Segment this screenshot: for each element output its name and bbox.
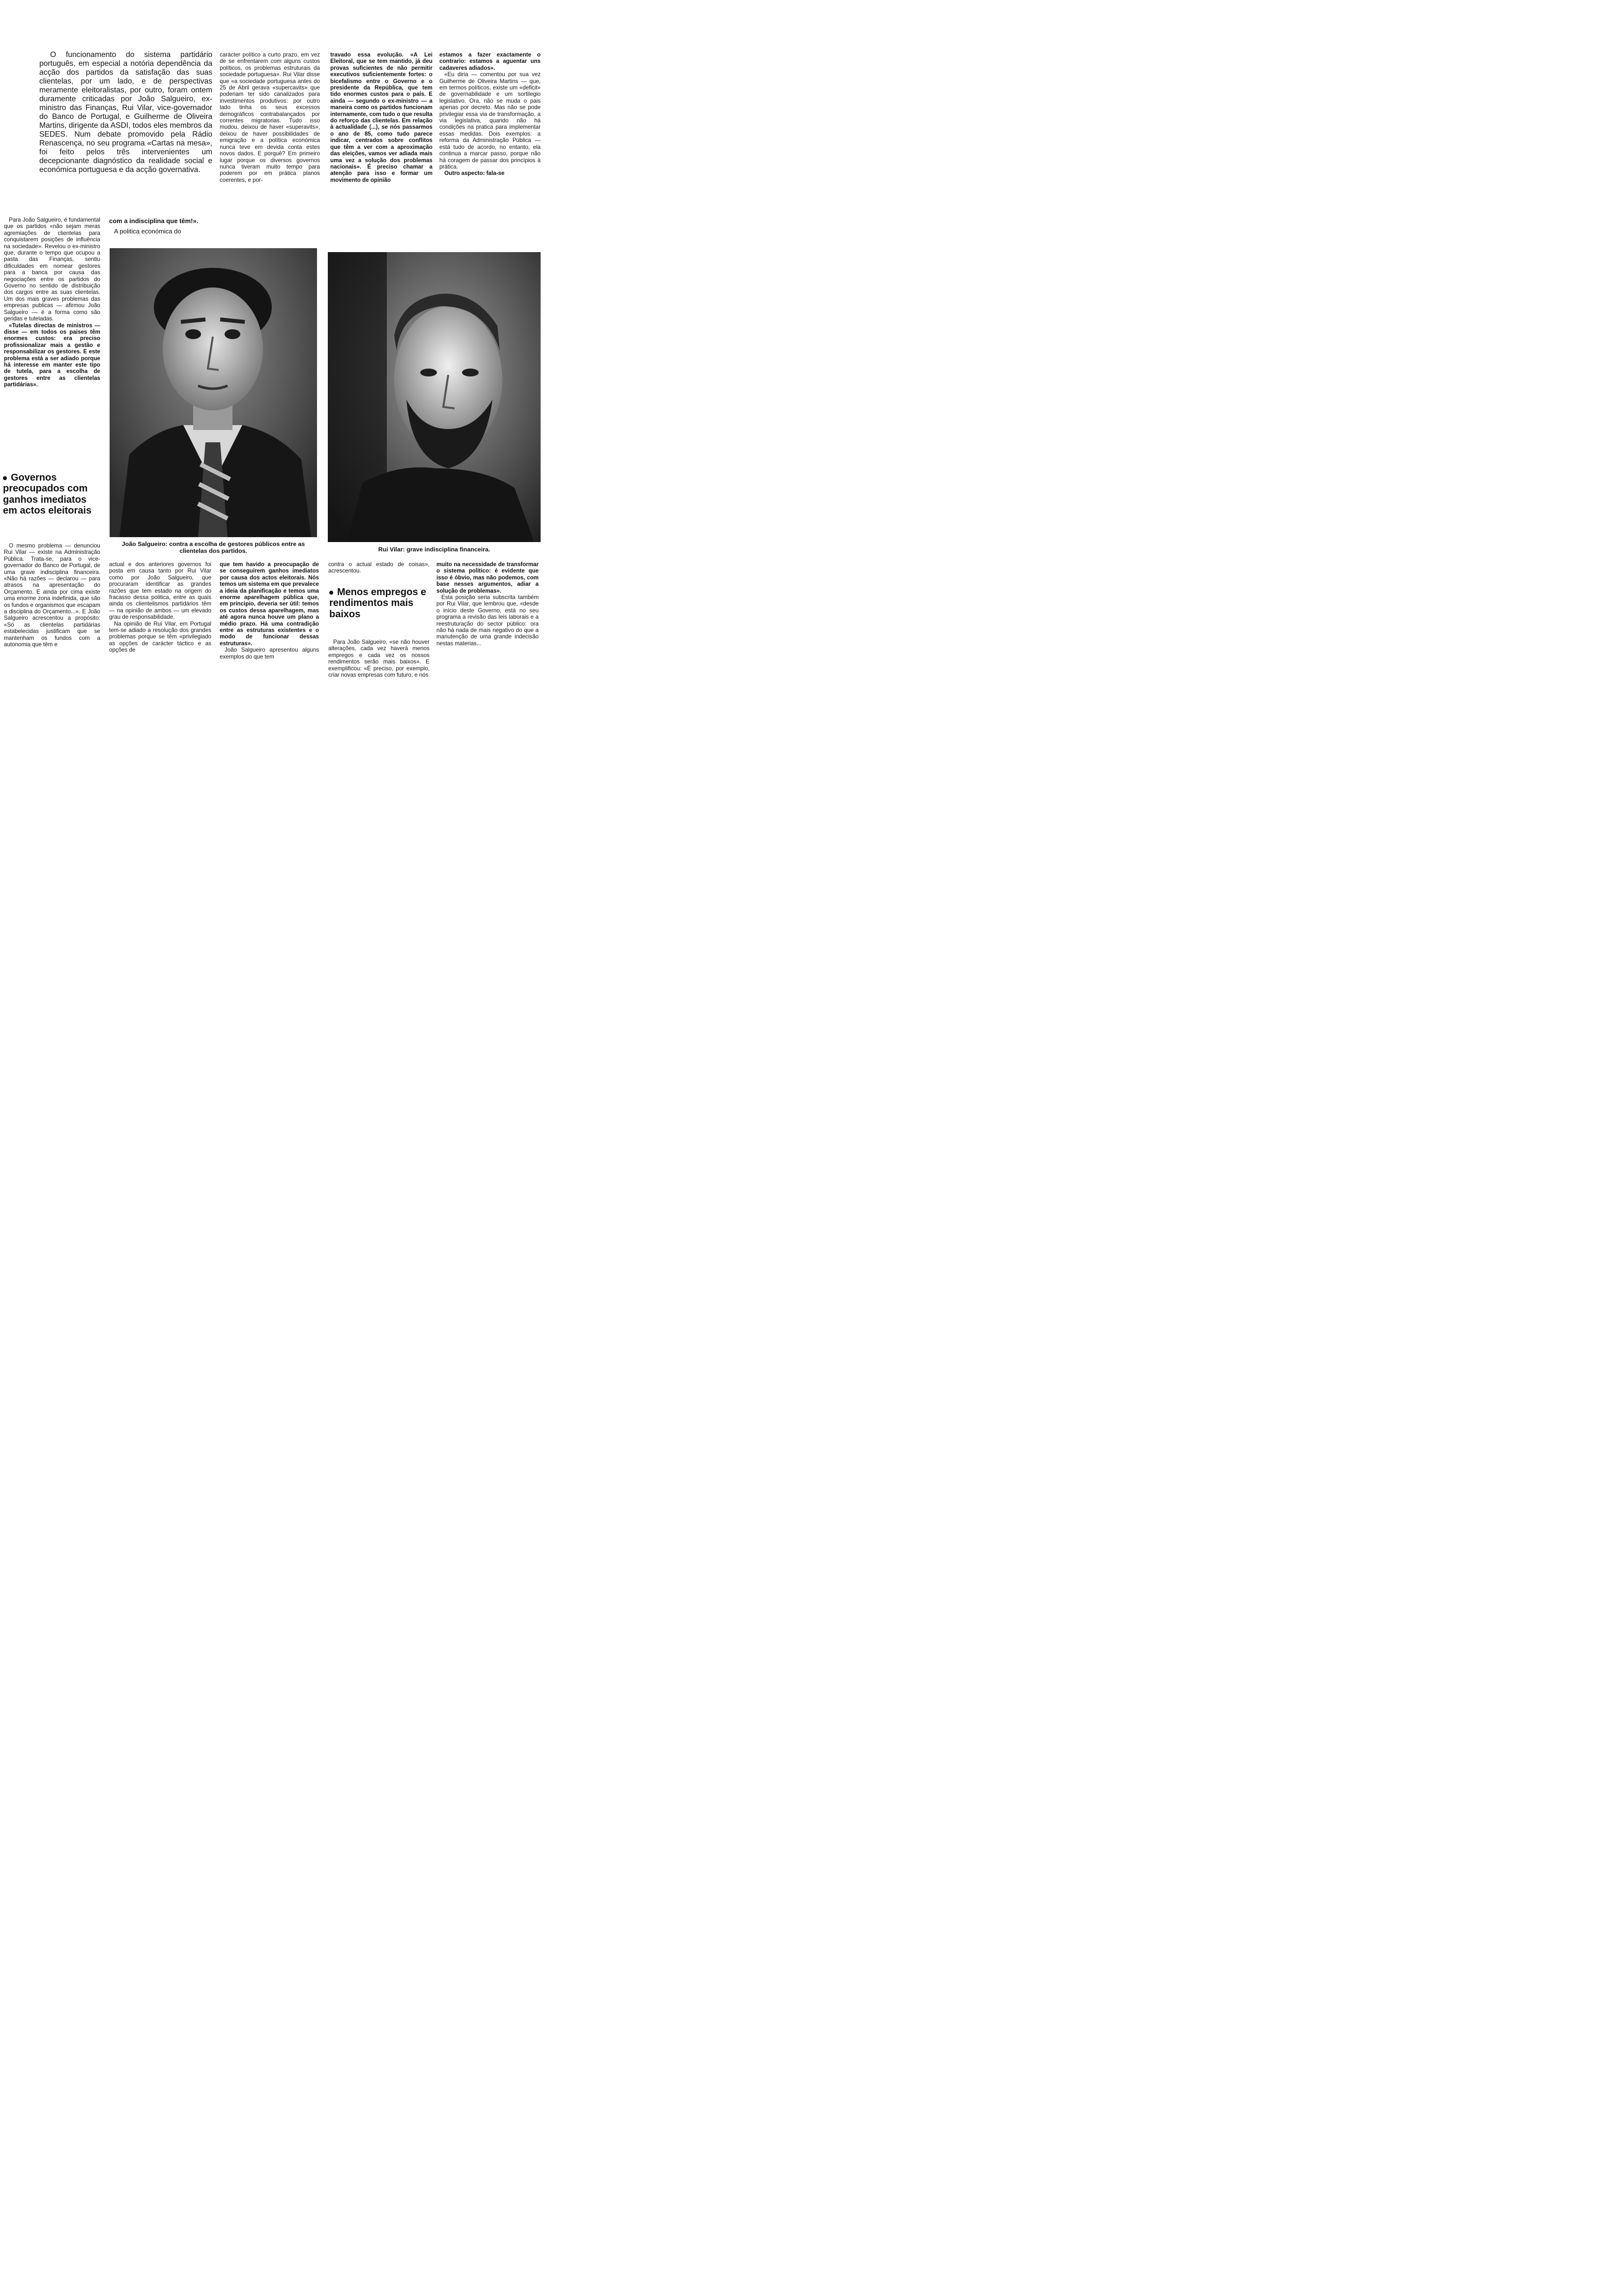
col5-paragraph-3: Outro aspecto: fala-se: [444, 170, 505, 177]
col4-paragraph-3: Para João Salgueiro, «se não houver alterações, cada vez haverá menos empregos e cada vez os nossos rendimentos serão mais baixos». E exemplificou: «É preciso, por exemplo, criar novas empresas com futuro, e nós: [328, 639, 430, 679]
column-1-bottom: [4, 543, 100, 701]
column-2-top: [109, 217, 209, 247]
col2-paragraph-2: A politica económica do: [114, 228, 181, 235]
col2-paragraph-3: actual e dos anteriores governos foi posta em causa tanto por Rui Vilar como por João Salgueiro, que procuraram identificar as grandes razões que tem estado na origem do fracasso dessa politica, entre as quais ainda os clientelismos partidários têm — na opinião de ambos — um elevado grau de responsabilidade.: [109, 561, 211, 621]
col5-paragraph-2: «Eu diria — comentou por sua vez Guilherme de Oliveira Martins — que, em termos políticos, existe um «deficit» de governabilidade e um sortilegio legislativo. Ora, não se muda o pais apenas por decreto. Mas não se pode privilegiar essa via de transformação, a via legislativa, quando não há condições na pratica para implementar essas medidas. Dois exemplos: a reforma da Administração Pública — está tudo de acordo, no entanto, ela continua a marcar passo, porque não há coragem de passar dos princípios à prática.: [439, 71, 541, 170]
subheading-1-text: Governos preocupados com ganhos imediatos em actos eleitorais: [3, 472, 92, 517]
column-4-bottom: [328, 561, 430, 580]
subheading-governos: [3, 472, 101, 541]
col2-paragraph-4: Na opinião de Rui Vilar, em Portugal tem-se adiado a resolução dos grandes problemas porque se têm «privilegiado as opções de carácter táctico e as opções de: [109, 620, 211, 654]
portrait-image: [110, 248, 317, 537]
column-2-bottom: [109, 561, 211, 704]
col3-paragraph-3: João Salgueiro apresentou alguns exemplos do que tem: [220, 647, 319, 660]
col2-paragraph-1: com a indisciplina que têm!».: [109, 217, 199, 225]
col3-paragraph-1: carácter político a curto prazo, em vez de se enfrentarem com alguns custos políticos, os problemas estruturais da sociedade portuguesa». Rui Vilar disse que «a sociedade portuguesa antes do 25 de Abril gerava «supercavits» que poderiam ter sido canalizados para investimentos produtivos: por outro lado tinha os seus excessos demográficos contrabalançados por correntes migratorias. Tudo isso mudou, deixou de haver «superavits», deixou de haver possibilidades de emigração e a política económica nunca teve em devida conta estes novos dados. E porquê? Em primeiro lugar porque os diversos governos nunca tiveram muito tempo para poderem por em prática planos coerentes, e por-: [220, 52, 320, 183]
column-1-top: [4, 217, 100, 472]
lead-paragraph: [39, 51, 212, 213]
col5-paragraph-1: estamos a fazer exactamente o contrario: estamos a aguentar uns cadaveres adiados».: [439, 52, 541, 71]
caption-left: João Salgueiro: contra a escolha de gestores públicos entre as clientelas dos partidos.: [121, 541, 305, 554]
col4-paragraph-1: travado essa evolução. «A Lei Eleitoral, que se tem mantido, já deu provas suficientes de não permitir executivos suficientemente fortes: o bicefalismo entre o Governo e o presidente da República, que tem tido enormes custos para o país. E ainda — segundo o ex-ministro — a maneira como os partidos funcionam internamente, com tudo o que resulta do reforço das clientelas. Em relação à actualidade (...), se nós passarmos o ano de 85, como tudo parece indicar, centrados sobre conflitos que têm a ver com a aproximação das eleições, vamos ver adiada mais uma vez a solução dos problemas nacionais». É preciso chamar a atenção para isso e formar um movimento de opinião: [330, 52, 432, 183]
photo-joao-salgueiro: [110, 248, 317, 537]
column-4-top: [330, 52, 432, 248]
photo-rui-vilar: [328, 252, 541, 542]
column-5-bottom: [436, 561, 539, 704]
col1-paragraph-1: Para João Salgueiro, é fundamental que os partidos «não sejam meras agremiações de clientelas para conquistarem posições de influência na sociedade». Revelou o ex-ministro que, durante o tempo que ocupou a pasta das Finanças, sentiu dificuldades em nomear gestores para a banca por causa das negociações entre os partidos do Governo no sentido de distribuição dos cargos entre as suas clientelas. Um dos mais graves problemas das empresas publicas — afirmou João Salgueiro — é a forma como são geridas e tuteladas.: [4, 217, 100, 322]
column-3-top: [220, 52, 320, 248]
caption-right: Rui Vilar: grave indisciplina financeira.: [378, 546, 490, 553]
portrait-image: [328, 252, 541, 542]
col3-paragraph-2: que tem havido a preocupação de se conseguirem ganhos imediatos por causa dos actos eleitorais. Nós temos um sistema em que prevalece a ideia da planificação e temos uma enorme aparelhagem pública que, em principio, deveria ser útil: temos os custos dessa aparelhagem, mas até agora nunca houve um plano a médio prazo. Há uma contradição entre as estruturas existentes e o modo de funcionar dessas estruturas».: [220, 561, 319, 647]
col1-paragraph-2: «Tutelas directas de ministros — disse — em todos os paises têm enormes custos: era preciso profissionalizar mais a gestão e responsabilizar os gestores. E este problema está a ser adiado porque há interesse em manter este tipo de tutela, para a escolha de gestores entre as clientelas partidárias».: [4, 322, 100, 388]
column-3-bottom: [220, 561, 319, 704]
subheading-menos-empregos: [329, 587, 428, 636]
col5-paragraph-5: Esta posição seria subscrita também por Rui Vilar, que lembrou que, «desde o início deste Governo, está no seu programa a revisão das leis laborais e a reestruturação do sector público: ora não há nada de mais negativo do que a manutenção de uma grande indecisão nestas materias...: [436, 594, 539, 647]
col1-paragraph-3: O mesmo problema — denunciou Rui Vilar — existe na Administração Pública. Trata-se, para o vice-governador do Banco de Portugal, de uma grave indisciplina financeira. «Não há razões — declarou — para atrasos na apresentação do Orçamento. E ainda por cima existe uma enorme zona indefinida, que são os fundos e organismos que escapam a disciplina do Orçamento...». E João Salgueiro acrescentou a propósito: «Só as clientelas partidárias estabelecidas justificam que se mantenham os fundos com a autonomia que têm e: [4, 543, 100, 648]
lead-text: O funcionamento do sistema partidário português, em especial a notória dependência da acção dos partidos da satisfação das suas clientelas, por um lado, e de perspectivas meramente eleitoralistas, por outro, foram ontem duramente criticadas por João Salgueiro, ex-ministro das Finanças, Rui Vilar, vice-governador do Banco de Portugal, e Guilherme de Oliveira Martins, dirigente da ASDI, todos eles membros da SEDES. Num debate promovido pela Rádio Renascença, no seu programa «Cartas na mesa», foi feito pelos três intervenientes um decepcionante diagnóstico da realidade social e económica portuguesa e da acção governativa.: [39, 51, 212, 174]
column-4-bottom-2: [328, 639, 430, 704]
col5-paragraph-4: muito na necessidade de transformar o sistema politico: é evidente que isso é óbvio, mas não podemos, com base nesses argumentos, adiar a solução de problemas».: [436, 561, 539, 594]
bullet-icon: [3, 476, 7, 480]
bullet-icon: [329, 591, 333, 595]
column-5-top: [439, 52, 541, 248]
col4-paragraph-2: contra o actual estado de coisas», acrescentou.: [328, 561, 430, 574]
subheading-2-text: Menos empregos e rendimentos mais baixos: [329, 587, 427, 620]
